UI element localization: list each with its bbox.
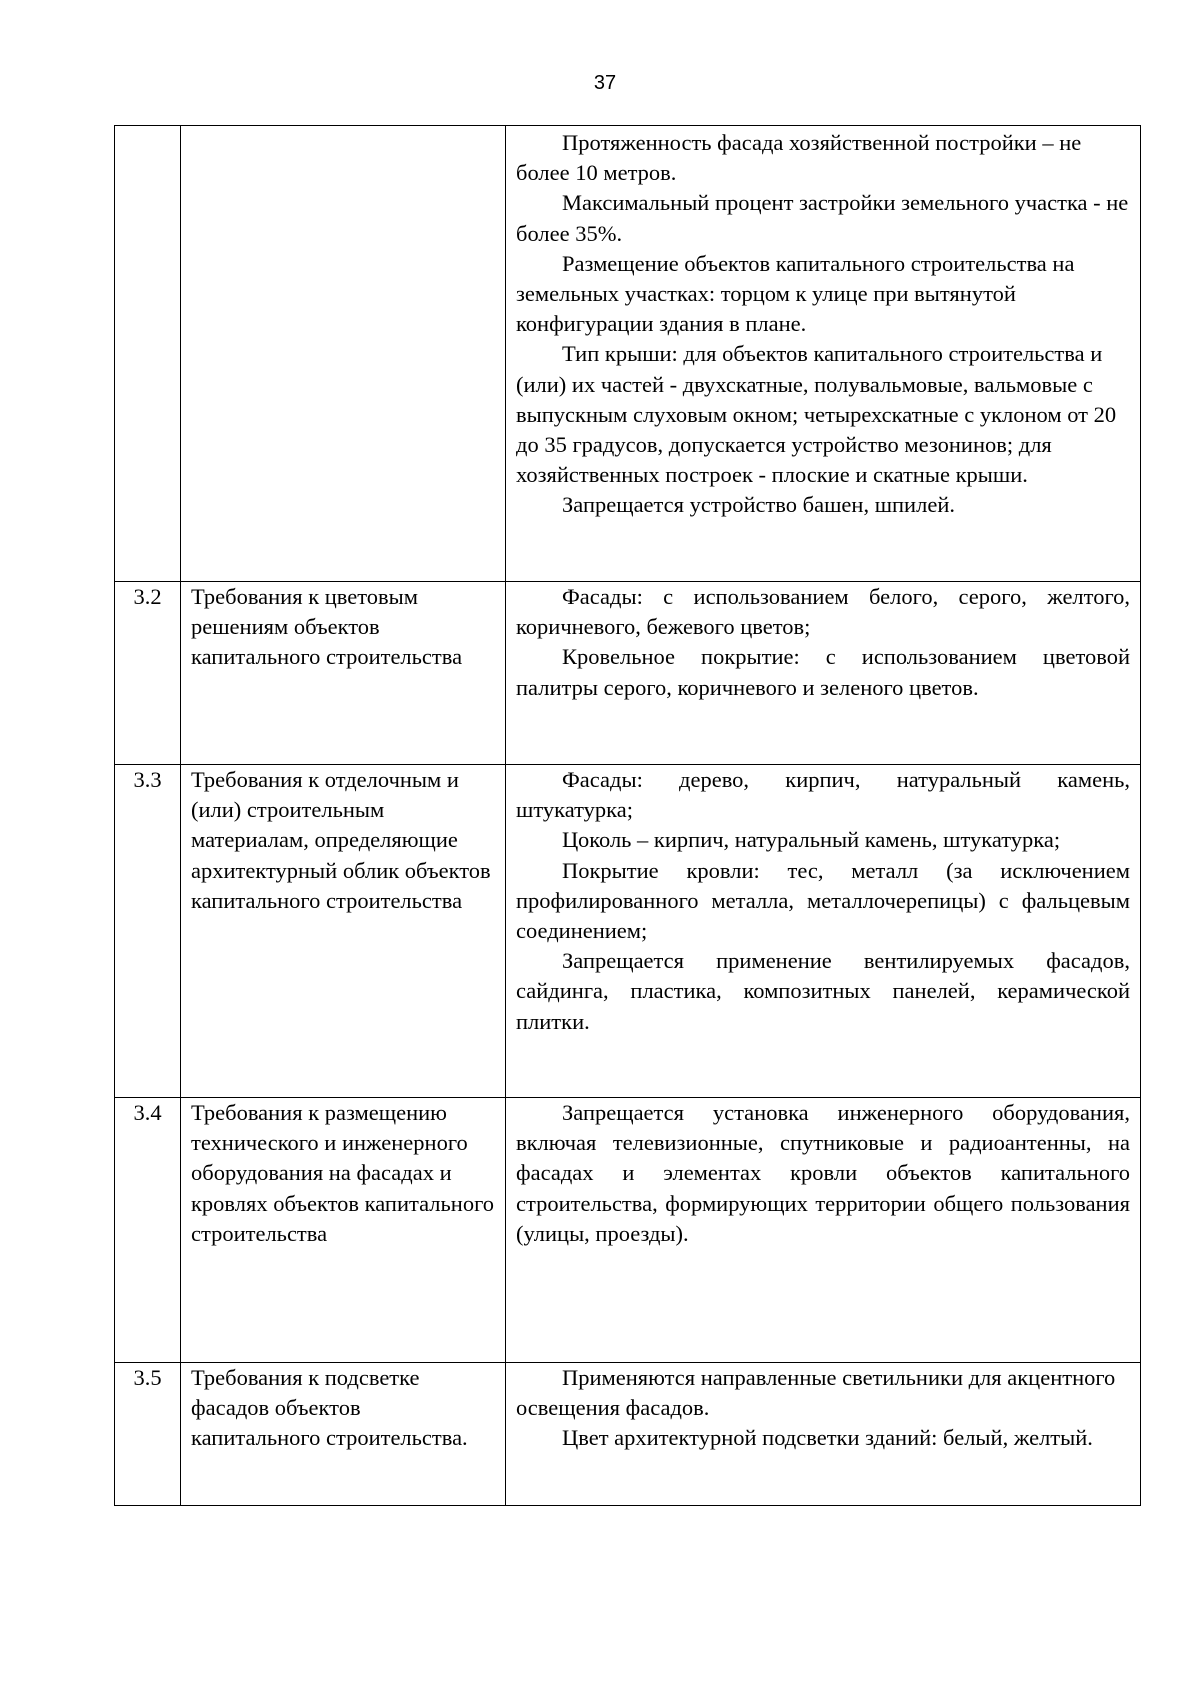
row-number-cell: 3.5	[115, 1363, 181, 1506]
page-number: 37	[593, 72, 617, 94]
table-row	[115, 1098, 1141, 1363]
content-paragraph: Кровельное покрытие: с использованием цветовой палитры серого, коричневого и зеленого цветов.	[516, 644, 1130, 700]
requirement-title-cell: Требования к цветовым решениям объектов капитального строительства	[181, 582, 506, 765]
row-number-cell: 3.4	[115, 1098, 181, 1363]
requirement-content-cell	[506, 582, 1141, 765]
row-number-cell: 3.2	[115, 582, 181, 765]
content-paragraph: Протяженность фасада хозяйственной постройки – не более 10 метров.	[516, 130, 1082, 186]
content-paragraph: Запрещается применение вентилируемых фасадов, сайдинга, пластика, композитных панелей, керамической плитки.	[516, 948, 1130, 1034]
row-number-cell: 3.3	[115, 765, 181, 1098]
requirement-title-cell: Требования к подсветке фасадов объектов капитального строительства.	[181, 1363, 506, 1506]
requirement-title-cell: Требования к отделочным и (или) строительным материалам, определяющие архитектурный облик объектов капитального строительства	[181, 765, 506, 1098]
row-number-cell	[115, 126, 181, 582]
content-paragraph: Цоколь – кирпич, натуральный камень, штукатурка;	[562, 827, 1061, 853]
content-paragraph: Размещение объектов капитального строительства на земельных участках: торцом к улице при вытянутой конфигурации здания в плане.	[516, 250, 1075, 337]
content-paragraph: Цвет архитектурной подсветки зданий: белый, желтый.	[562, 1425, 1093, 1451]
table-row	[115, 582, 1141, 765]
requirement-content-cell	[506, 126, 1141, 582]
content-paragraph: Тип крыши: для объектов капитального строительства и (или) их частей - двухскатные, полувальмовые, вальмовые с выпускным слуховым окном; четырехскатные с уклоном от 20 до 35 градусов, допускается устройство мезонинов; для хозяйственных построек - плоские и скатные крыши.	[516, 341, 1117, 488]
table-row	[115, 765, 1141, 1098]
content-paragraph: Применяются направленные светильники для акцентного освещения фасадов.	[516, 1365, 1116, 1421]
content-paragraph: Фасады: с использованием белого, серого, желтого, коричневого, бежевого цветов;	[516, 584, 1130, 640]
requirement-content-cell	[506, 1363, 1141, 1506]
table-row	[115, 1363, 1141, 1506]
requirement-content-cell	[506, 1098, 1141, 1363]
content-paragraph: Покрытие кровли: тес, металл (за исключением профилированного металла, металлочерепицы) с фальцевым соединением;	[516, 857, 1130, 944]
table-row	[115, 126, 1141, 582]
requirement-title-cell	[181, 126, 506, 582]
requirements-table	[114, 125, 1141, 1506]
content-paragraph: Максимальный процент застройки земельного участка - не более 35%.	[516, 190, 1129, 246]
content-paragraph: Запрещается установка инженерного оборудования, включая телевизионные, спутниковые и радиоантенны, на фасадах и элементах кровли объектов капитального строительства, формирующих территории общего пользования (улицы, проезды).	[516, 1100, 1130, 1246]
requirement-content-cell	[506, 765, 1141, 1098]
requirement-title-cell: Требования к размещению технического и инженерного оборудования на фасадах и кровлях объектов капитального строительства	[181, 1098, 506, 1363]
content-paragraph: Фасады: дерево, кирпич, натуральный камень, штукатурка;	[516, 767, 1130, 823]
content-paragraph: Запрещается устройство башен, шпилей.	[562, 492, 955, 518]
